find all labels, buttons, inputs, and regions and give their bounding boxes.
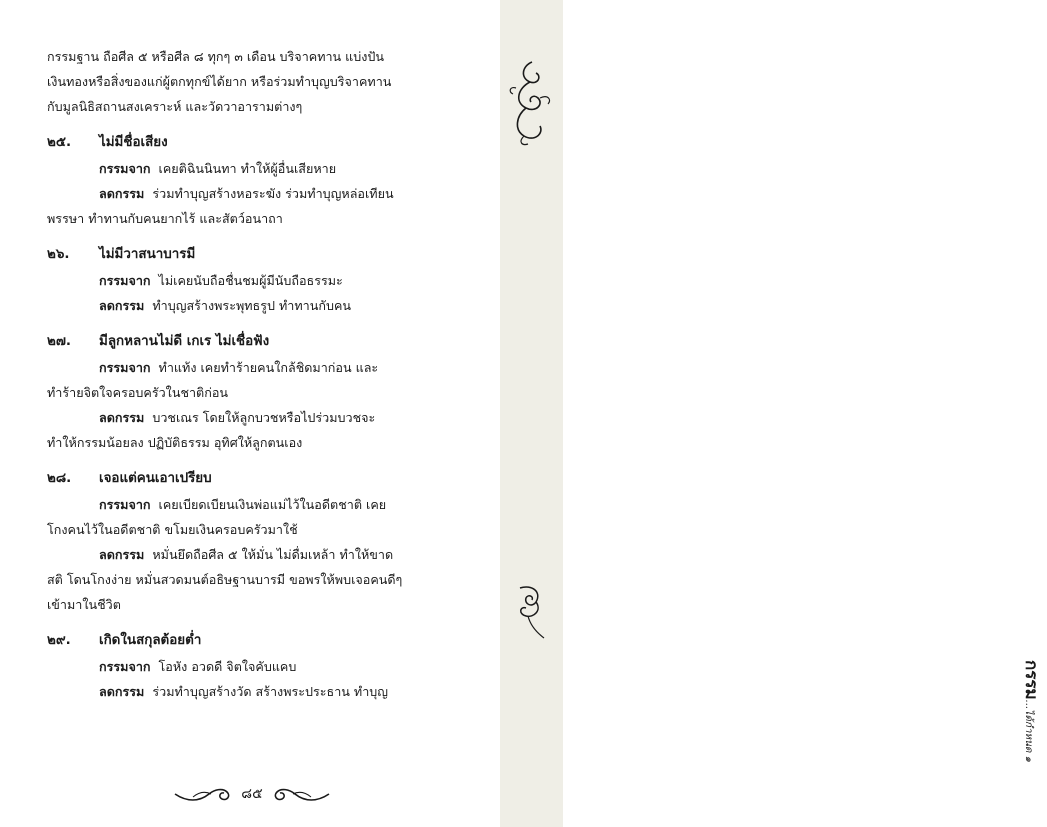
cause-label: กรรมจาก bbox=[99, 273, 151, 288]
remedy-text: ทำบุญสร้างพระพุทธรูป ทำทานกับคน bbox=[152, 298, 352, 313]
cause-line bbox=[47, 268, 459, 293]
remedy-label: ลดกรรม bbox=[99, 410, 145, 425]
section-heading bbox=[47, 129, 459, 156]
remedy-line bbox=[47, 181, 459, 206]
cause-line bbox=[47, 156, 459, 181]
cause-text: ทำร้ายจิตใจครอบครัวในชาติก่อน bbox=[47, 385, 229, 400]
cause-line bbox=[47, 355, 459, 380]
page-body bbox=[0, 0, 500, 827]
body-text bbox=[47, 44, 459, 704]
remedy-text: ร่วมทำบุญสร้างหอระฆัง ร่วมทำบุญหล่อเทียน bbox=[152, 186, 394, 201]
remedy-line bbox=[47, 405, 459, 430]
intro-line: เงินทองหรือสิ่งของแก่ผู้ตกทุกข์ได้ยาก หรือร่วมทำบุญบริจาคทาน bbox=[47, 74, 392, 89]
cause-text: เคยติฉินนินทา ทำให้ผู้อื่นเสียหาย bbox=[158, 161, 337, 176]
section-title: มีลูกหลานไม่ดี เกเร ไม่เชื่อฟัง bbox=[99, 334, 270, 349]
remedy-text: ทำให้กรรมน้อยลง ปฏิบัติธรรม อุทิศให้ลูกตนเอง bbox=[47, 435, 303, 450]
remedy-text: สติ โดนโกงง่าย หมั่นสวดมนต์อธิษฐานบารมี ขอพรให้พบเจอคนดีๆ bbox=[47, 572, 403, 587]
section-number: ๒๙. bbox=[47, 633, 71, 648]
scroll-ornament-icon bbox=[504, 58, 558, 148]
section-number: ๒๖. bbox=[47, 247, 70, 262]
remedy-label: ลดกรรม bbox=[99, 547, 145, 562]
page-number: ๘๕ bbox=[241, 786, 263, 802]
cause-label: กรรมจาก bbox=[99, 161, 151, 176]
section-title: เกิดในสกุลต้อยต่ำ bbox=[99, 633, 202, 648]
page-footer bbox=[168, 780, 336, 808]
intro-line: กรรมฐาน ถือศีล ๕ หรือศีล ๘ ทุกๆ ๓ เดือน บริจาคทาน แบ่งปัน bbox=[47, 49, 385, 64]
remedy-line bbox=[47, 293, 459, 318]
remedy-label: ลดกรรม bbox=[99, 298, 145, 313]
cause-label: กรรมจาก bbox=[99, 360, 151, 375]
book-title: กรรม bbox=[1021, 660, 1041, 700]
remedy-text: พรรษา ทำทานกับคนยากไร้ และสัตว์อนาถา bbox=[47, 211, 283, 226]
remedy-label: ลดกรรม bbox=[99, 186, 145, 201]
section-title: ไม่มีวาสนาบารมี bbox=[99, 247, 196, 262]
book-title-group bbox=[1018, 660, 1045, 762]
cause-text: ทำแท้ง เคยทำร้ายคนใกล้ชิดมาก่อน และ bbox=[158, 360, 379, 375]
section-heading bbox=[47, 627, 459, 654]
section-number: ๒๗. bbox=[47, 334, 71, 349]
section-title: เจอแต่คนเอาเปรียบ bbox=[99, 471, 212, 486]
remedy-line bbox=[47, 679, 459, 704]
section-number: ๒๘. bbox=[47, 471, 72, 486]
section-heading bbox=[47, 241, 459, 268]
remedy-text: เข้ามาในชีวิต bbox=[47, 597, 121, 612]
intro-line: กับมูลนิธิสถานสงเคราะห์ และวัดวาอารามต่างๆ bbox=[47, 99, 303, 114]
remedy-label: ลดกรรม bbox=[99, 684, 145, 699]
side-margin bbox=[500, 0, 1041, 827]
cause-line bbox=[47, 654, 459, 679]
cause-line bbox=[47, 492, 459, 517]
cause-text: เคยเบียดเบียนเงินพ่อแม่ไว้ในอดีตชาติ เคย bbox=[158, 497, 387, 512]
cause-text: ไม่เคยนับถือชื่นชมผู้มีนับถือธรรมะ bbox=[158, 273, 343, 288]
book-subtitle: ...ได้กำหนด ๑ bbox=[1023, 699, 1034, 762]
book-title-vertical bbox=[1019, 660, 1047, 780]
flourish-left-icon bbox=[173, 782, 235, 806]
remedy-text: หมั่นยึดถือศีล ๕ ให้มั่น ไม่ดื่มเหล้า ทำให้ขาด bbox=[152, 547, 394, 562]
section-heading bbox=[47, 328, 459, 355]
cause-text: โอหัง อวดดี จิตใจคับแคบ bbox=[158, 659, 297, 674]
cause-label: กรรมจาก bbox=[99, 497, 151, 512]
remedy-text: ร่วมทำบุญสร้างวัด สร้างพระประธาน ทำบุญ bbox=[152, 684, 389, 699]
section-number: ๒๕. bbox=[47, 135, 72, 150]
remedy-line bbox=[47, 542, 459, 567]
cause-label: กรรมจาก bbox=[99, 659, 151, 674]
remedy-text: บวชเณร โดยให้ลูกบวชหรือไปร่วมบวชจะ bbox=[152, 410, 376, 425]
section-heading bbox=[47, 465, 459, 492]
cause-text: โกงคนไว้ในอดีตชาติ ขโมยเงินครอบครัวมาใช้ bbox=[47, 522, 298, 537]
flourish-right-icon bbox=[269, 782, 331, 806]
section-title: ไม่มีชื่อเสียง bbox=[99, 135, 168, 150]
swirl-ornament-icon bbox=[512, 580, 550, 644]
